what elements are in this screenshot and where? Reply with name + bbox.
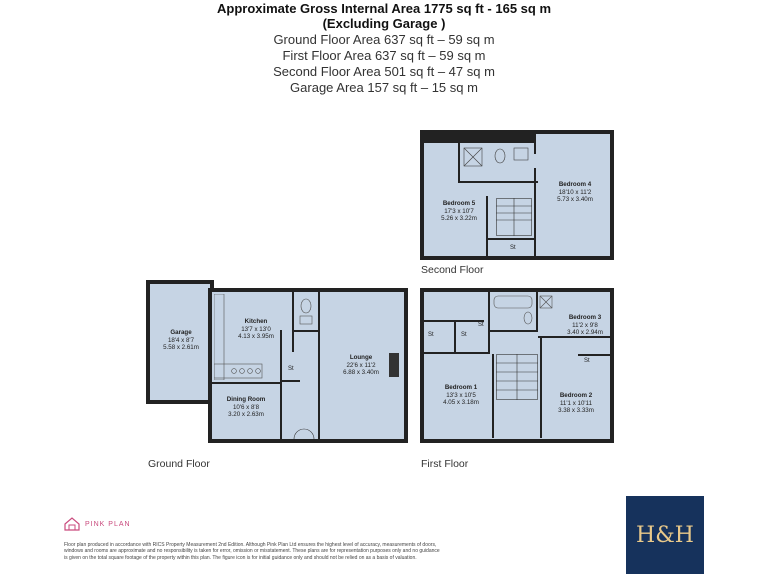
room-label-lounge: Lounge 22'6 x 11'2 6.88 x 3.40m — [343, 354, 379, 376]
room-label-bedroom2: Bedroom 2 11'1 x 10'11 3.38 x 3.33m — [558, 392, 594, 414]
bathroom-fixtures-icon — [492, 294, 536, 328]
agent-logo-text: H&H — [636, 522, 694, 548]
stairs-icon — [496, 198, 532, 236]
shower-room-fixtures-icon — [462, 146, 532, 178]
storage-label-second: St — [510, 245, 516, 251]
area-first: First Floor Area 637 sq ft – 59 sq m — [282, 48, 486, 63]
area-ground: Ground Floor Area 637 sq ft – 59 sq m — [273, 32, 495, 47]
storage-label-first-2: St — [461, 332, 467, 338]
stairs-icon — [496, 354, 538, 400]
area-second: Second Floor Area 501 sq ft – 47 sq m — [273, 64, 495, 79]
room-label-bedroom5: Bedroom 5 17'3 x 10'7 5.26 x 3.22m — [441, 200, 477, 222]
area-garage: Garage Area 157 sq ft – 15 sq m — [290, 80, 478, 95]
room-label-kitchen: Kitchen 13'7 x 13'0 4.13 x 3.95m — [238, 318, 274, 340]
room-label-bedroom1: Bedroom 1 13'3 x 10'5 4.05 x 3.18m — [443, 384, 479, 406]
fireplace-icon — [388, 352, 402, 378]
storage-label-ground: St — [288, 366, 294, 372]
ground-floor-label: Ground Floor — [148, 458, 210, 470]
room-label-bedroom4: Bedroom 4 18'10 x 11'2 5.73 x 3.40m — [557, 181, 593, 203]
brand-name: PINK PLAN — [85, 520, 131, 528]
first-floor-label: First Floor — [421, 458, 469, 470]
plan-subtitle: (Excluding Garage ) — [322, 16, 446, 31]
plan-title: Approximate Gross Internal Area 1775 sq ft - 165 sq m — [216, 1, 552, 16]
storage-label-first-1: St — [428, 332, 434, 338]
front-door-icon — [292, 426, 316, 440]
wc-icon — [296, 294, 316, 328]
ensuite-fixtures-icon — [538, 294, 568, 314]
room-label-dining: Dining Room 10'6 x 8'8 3.20 x 2.63m — [226, 396, 266, 418]
storage-label-first-4: St — [584, 358, 590, 364]
room-label-bedroom3: Bedroom 3 11'2 x 9'8 3.40 x 2.94m — [567, 314, 603, 336]
house-icon — [64, 517, 80, 531]
storage-label-first-3: St — [478, 322, 484, 328]
agent-logo — [626, 496, 704, 574]
disclaimer-text: Floor plan produced in accordance with RICS Property Measurement 2nd Edition. Although Pink Plan Ltd ensures the highest level of accuracy, measurements of doors, windows and rooms are approximate and no responsibility is taken for error, omission or misstatement. These plans are for representation purposes only and no guidance is given on the total square footage of the property within this plan. The figure icon is for initial guidance only and should not be relied on as a basis of valuation. — [64, 542, 440, 561]
room-label-garage: Garage 18'4 x 8'7 5.58 x 2.61m — [163, 329, 199, 351]
pink-plan-logo — [64, 517, 131, 531]
second-floor-label: Second Floor — [421, 264, 484, 276]
